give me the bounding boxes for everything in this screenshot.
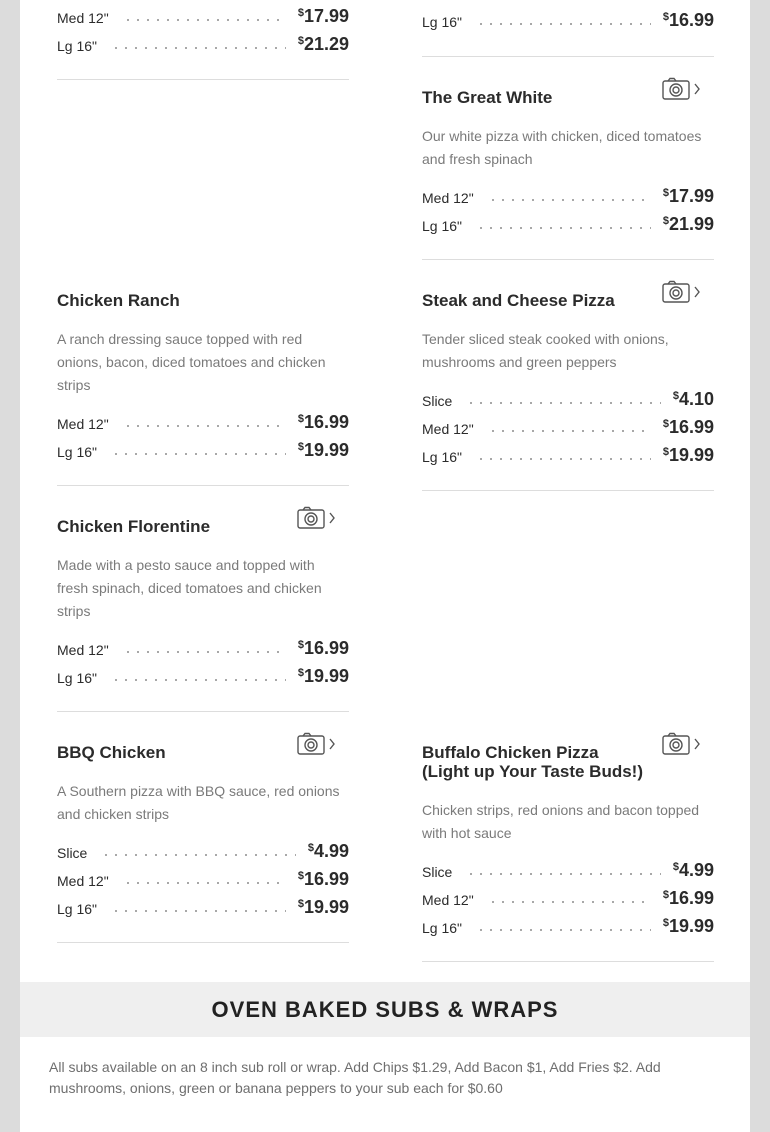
price-amount: 4.99 bbox=[313, 841, 349, 861]
size-label: Lg 16" bbox=[422, 920, 463, 936]
price-amount: 4.99 bbox=[678, 860, 714, 880]
price-row[interactable] bbox=[57, 4, 349, 32]
size-label: Med 12" bbox=[422, 190, 474, 206]
currency-symbol: $ bbox=[297, 639, 304, 651]
item-description: A Southern pizza with BBQ sauce, red onions and chicken strips bbox=[57, 783, 340, 822]
item-divider bbox=[57, 79, 349, 80]
price-amount: 19.99 bbox=[668, 916, 714, 936]
menu-item-buffalo-chicken[interactable] bbox=[422, 743, 714, 942]
item-divider bbox=[422, 961, 714, 962]
price-value bbox=[663, 888, 714, 909]
dot-leader bbox=[111, 47, 286, 49]
price-value bbox=[663, 214, 714, 235]
menu-item-steak-cheese[interactable] bbox=[422, 291, 714, 471]
item-name: BBQ Chicken bbox=[57, 743, 166, 762]
price-row[interactable] bbox=[422, 212, 714, 240]
currency-symbol: $ bbox=[662, 11, 669, 23]
price-amount: 19.99 bbox=[303, 440, 349, 460]
currency-symbol: $ bbox=[672, 861, 679, 873]
price-value bbox=[298, 34, 349, 55]
view-photo-button[interactable] bbox=[297, 732, 339, 756]
item-divider bbox=[57, 942, 349, 943]
size-label: Slice bbox=[57, 845, 88, 861]
currency-symbol: $ bbox=[662, 917, 669, 929]
price-amount: 16.99 bbox=[303, 412, 349, 432]
size-label: Lg 16" bbox=[422, 14, 463, 30]
price-row[interactable] bbox=[57, 867, 349, 895]
dot-leader bbox=[476, 227, 651, 229]
currency-symbol: $ bbox=[297, 35, 304, 47]
price-row[interactable] bbox=[422, 415, 714, 443]
item-name: Chicken Florentine bbox=[57, 517, 211, 536]
section-header bbox=[20, 982, 750, 1037]
item-divider bbox=[57, 485, 349, 486]
dot-leader bbox=[123, 651, 286, 653]
dot-leader bbox=[123, 425, 286, 427]
item-description: Our white pizza with chicken, diced tomatoes and fresh spinach bbox=[422, 128, 702, 167]
currency-symbol: $ bbox=[307, 842, 314, 854]
item-name: The Great White bbox=[422, 88, 553, 107]
dot-leader bbox=[476, 929, 651, 931]
price-row[interactable] bbox=[57, 664, 349, 692]
price-row[interactable] bbox=[57, 895, 349, 923]
camera-icon bbox=[298, 734, 324, 755]
price-row[interactable] bbox=[422, 858, 714, 886]
item-name: Buffalo Chicken Pizza (Light up Your Taste Buds!) bbox=[422, 743, 643, 781]
section-note: All subs available on an 8 inch sub roll or wrap. Add Chips $1.29, Add Bacon $1, Add Fries $2. Add mushrooms, onions, green or banana peppers to your sub each for $0.60 bbox=[49, 1059, 661, 1096]
price-value bbox=[663, 445, 714, 466]
price-value bbox=[663, 186, 714, 207]
dot-leader bbox=[476, 23, 651, 25]
price-row[interactable] bbox=[57, 32, 349, 60]
menu-page bbox=[20, 0, 750, 1132]
price-amount: 16.99 bbox=[303, 869, 349, 889]
currency-symbol: $ bbox=[297, 413, 304, 425]
price-row[interactable] bbox=[422, 886, 714, 914]
item-description: Made with a pesto sauce and topped with fresh spinach, diced tomatoes and chicken strips bbox=[57, 557, 322, 619]
item-description: A ranch dressing sauce topped with red onions, bacon, diced tomatoes and chicken strips bbox=[57, 331, 326, 393]
price-row[interactable] bbox=[422, 387, 714, 415]
price-value bbox=[298, 869, 349, 890]
item-description: Chicken strips, red onions and bacon topped with hot sauce bbox=[422, 802, 700, 841]
view-photo-button[interactable] bbox=[297, 506, 339, 530]
size-label: Med 12" bbox=[422, 421, 474, 437]
size-label: Med 12" bbox=[57, 873, 109, 889]
price-amount: 19.99 bbox=[303, 897, 349, 917]
menu-item-chicken-ranch[interactable] bbox=[57, 291, 349, 466]
size-label: Lg 16" bbox=[422, 218, 463, 234]
item-divider bbox=[422, 259, 714, 260]
currency-symbol: $ bbox=[297, 7, 304, 19]
currency-symbol: $ bbox=[662, 187, 669, 199]
size-label: Med 12" bbox=[57, 416, 109, 432]
size-label: Lg 16" bbox=[57, 38, 98, 54]
price-amount: 19.99 bbox=[668, 445, 714, 465]
menu-item-chicken-florentine[interactable] bbox=[57, 517, 349, 692]
dot-leader bbox=[488, 199, 651, 201]
size-label: Lg 16" bbox=[57, 670, 98, 686]
price-value bbox=[308, 841, 349, 862]
size-label: Slice bbox=[422, 864, 453, 880]
price-amount: 16.99 bbox=[668, 10, 714, 30]
dot-leader bbox=[466, 873, 661, 875]
currency-symbol: $ bbox=[297, 667, 304, 679]
price-value bbox=[663, 916, 714, 937]
section-title: OVEN BAKED SUBS & WRAPS bbox=[211, 997, 559, 1022]
menu-item-partial-left bbox=[57, 4, 349, 60]
dot-leader bbox=[123, 882, 286, 884]
dot-leader bbox=[488, 430, 651, 432]
currency-symbol: $ bbox=[662, 215, 669, 227]
chevron-right-icon bbox=[695, 287, 699, 297]
view-photo-button[interactable] bbox=[662, 77, 704, 101]
price-value bbox=[663, 417, 714, 438]
currency-symbol: $ bbox=[672, 390, 679, 402]
size-label: Med 12" bbox=[57, 10, 109, 26]
currency-symbol: $ bbox=[662, 418, 669, 430]
price-amount: 16.99 bbox=[303, 638, 349, 658]
price-amount: 17.99 bbox=[303, 6, 349, 26]
size-label: Slice bbox=[422, 393, 453, 409]
chevron-right-icon bbox=[330, 513, 334, 523]
price-value bbox=[298, 638, 349, 659]
price-row[interactable] bbox=[57, 438, 349, 466]
camera-icon bbox=[298, 508, 324, 529]
price-value bbox=[298, 897, 349, 918]
price-value bbox=[298, 6, 349, 27]
price-row[interactable] bbox=[422, 8, 714, 36]
currency-symbol: $ bbox=[662, 446, 669, 458]
currency-symbol: $ bbox=[297, 870, 304, 882]
size-label: Lg 16" bbox=[57, 901, 98, 917]
dot-leader bbox=[476, 458, 651, 460]
dot-leader bbox=[111, 453, 286, 455]
chevron-right-icon bbox=[695, 84, 699, 94]
price-amount: 19.99 bbox=[303, 666, 349, 686]
price-value bbox=[673, 389, 714, 410]
menu-item-bbq-chicken[interactable] bbox=[57, 743, 349, 923]
price-row[interactable] bbox=[57, 636, 349, 664]
item-divider bbox=[422, 56, 714, 57]
view-photo-button[interactable] bbox=[662, 732, 704, 756]
price-amount: 17.99 bbox=[668, 186, 714, 206]
currency-symbol: $ bbox=[297, 441, 304, 453]
dot-leader bbox=[101, 854, 296, 856]
dot-leader bbox=[488, 901, 651, 903]
camera-icon bbox=[663, 282, 689, 303]
view-photo-button[interactable] bbox=[662, 280, 704, 304]
price-row[interactable] bbox=[57, 410, 349, 438]
price-amount: 21.99 bbox=[668, 214, 714, 234]
menu-item-partial-right bbox=[422, 8, 714, 36]
currency-symbol: $ bbox=[297, 898, 304, 910]
dot-leader bbox=[466, 402, 661, 404]
price-value bbox=[673, 860, 714, 881]
size-label: Med 12" bbox=[422, 892, 474, 908]
price-row[interactable] bbox=[422, 184, 714, 212]
price-value bbox=[298, 412, 349, 433]
size-label: Med 12" bbox=[57, 642, 109, 658]
item-name: Chicken Ranch bbox=[57, 291, 180, 310]
price-amount: 21.29 bbox=[303, 34, 349, 54]
price-row[interactable] bbox=[57, 839, 349, 867]
currency-symbol: $ bbox=[662, 889, 669, 901]
price-value bbox=[663, 10, 714, 31]
menu-item-great-white[interactable] bbox=[422, 88, 714, 240]
dot-leader bbox=[123, 19, 286, 21]
chevron-right-icon bbox=[330, 739, 334, 749]
chevron-right-icon bbox=[695, 739, 699, 749]
item-name: Steak and Cheese Pizza bbox=[422, 291, 615, 310]
item-description: Tender sliced steak cooked with onions, mushrooms and green peppers bbox=[422, 331, 669, 370]
price-amount: 4.10 bbox=[678, 389, 714, 409]
item-divider bbox=[57, 711, 349, 712]
price-row[interactable] bbox=[422, 443, 714, 471]
size-label: Lg 16" bbox=[57, 444, 98, 460]
camera-icon bbox=[663, 734, 689, 755]
item-divider bbox=[422, 490, 714, 491]
camera-icon bbox=[663, 79, 689, 100]
price-value bbox=[298, 440, 349, 461]
dot-leader bbox=[111, 679, 286, 681]
price-row[interactable] bbox=[422, 914, 714, 942]
price-amount: 16.99 bbox=[668, 888, 714, 908]
size-label: Lg 16" bbox=[422, 449, 463, 465]
price-value bbox=[298, 666, 349, 687]
price-amount: 16.99 bbox=[668, 417, 714, 437]
dot-leader bbox=[111, 910, 286, 912]
